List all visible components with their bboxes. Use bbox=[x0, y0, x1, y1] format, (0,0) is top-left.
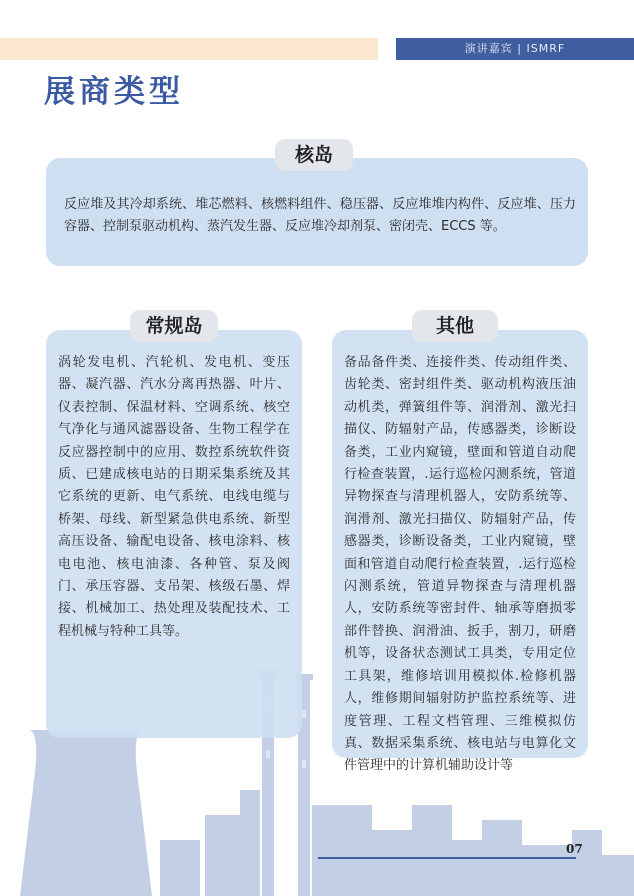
others-title: 其他 bbox=[412, 310, 498, 342]
conventional-island-title: 常规岛 bbox=[130, 310, 218, 342]
conventional-island-text: 涡轮发电机、汽轮机、发电机、变压器、凝汽器、汽水分离再热器、叶片、仪表控制、保温材料、空调系统、核空气净化与通风滤器设备、生物工程学在反应器控制中的应用、数控系统软件资质、已建成核电站的日期采集系统及其它系统的更新、电气系统、电线电缆与桥架、母线、新型紧急供电系统、新型高压设备、输配电设备、核电涂料、核电电池、核电油漆、各种管、泵及阀门、承压容器、支吊架、核级石墨、焊接、机械加工、热处理及装配技术、工程机械与特种工具等。 bbox=[58, 355, 290, 639]
others-text: 备品备件类、连接件类、传动组件类、齿轮类、密封组件类、驱动机构液压油动机类，弹簧组件等、润滑剂、激光扫描仪、防辐射产品，传感器类，诊断设备类，工业内窥镜，壁面和管道自动爬行检查装置，.运行巡检闪测系统，管道异物探查与清理机器人，安防系统等、润滑剂、激光扫描仪、防辐射产品，传感器类，诊断设备类，工业内窥镜，壁面和管道自动爬行检查装置，.运行巡检闪测系统，管道异物探查与清理机器人，安防系统等密封件、轴承等磨损零部件替换、润滑油、扳手，割刀，研磨机等，设备状态测试工具类，专用定位工具架，维修培训用模拟体.检修机器人，维修期间辐射防护监控系统等、进度管理、工程文档管理、三维模拟仿真、数据采集系统、核电站与电算化文件管理中的计算机辅助设计等 bbox=[344, 355, 576, 774]
nuclear-island-text: 反应堆及其冷却系统、堆芯燃料、核燃料组件、稳压器、反应堆堆内构件、反应堆、压力容器、控制泵驱动机构、蒸汽发生器、反应堆冷却剂泵、密闭壳、ECCS 等。 bbox=[64, 197, 576, 235]
footer-divider bbox=[318, 857, 576, 859]
page-number: 07 bbox=[566, 842, 583, 856]
page-title: 展商类型 bbox=[44, 74, 184, 110]
header-banner: 演讲嘉宾 | ISMRF bbox=[396, 38, 634, 60]
nuclear-island-title: 核岛 bbox=[275, 139, 353, 171]
top-decorative-band bbox=[0, 38, 378, 60]
